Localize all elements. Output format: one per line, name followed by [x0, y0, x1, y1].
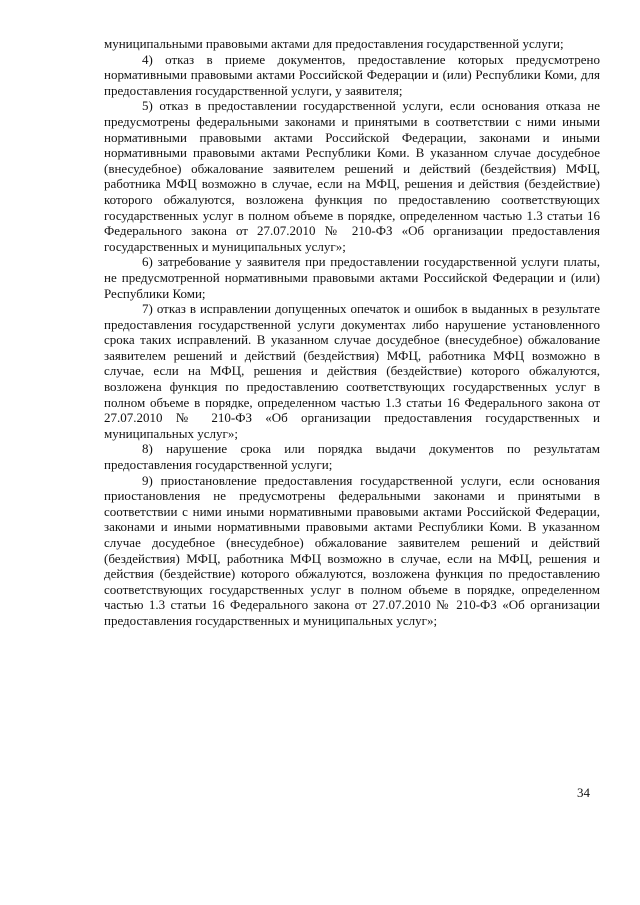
paragraph-item-4: 4) отказ в приеме документов, предоставление которых предусмотрено нормативными правовыми актами Российской Федерации и (или) Республики Коми, для предоставления государственной услуги, у заявителя;: [104, 51, 600, 98]
paragraph-item-5: 5) отказ в предоставлении государственной услуги, если основания отказа не предусмотрены федеральными законами и принятыми в соответствии с ними иными нормативными правовыми актами Российской Федерации, законами и иными нормативными правовыми актами Республики Коми. В указанном случае досудебное (внесудебное) обжалование заявителем решений и действий (бездействия) МФЦ, работника МФЦ возможно в случае, если на МФЦ, решения и действия (бездействие) которого обжалуются, возложена функция по предоставлению соответствующих государственных услуг в полном объеме в порядке, определенном частью 1.3 статьи 16 Федерального закона от 27.07.2010 № 210-ФЗ «Об организации предоставления государственных и муниципальных услуг»;: [104, 98, 600, 254]
page-number: 34: [577, 785, 590, 800]
document-body: [104, 36, 600, 629]
paragraph-item-8: 8) нарушение срока или порядка выдачи документов по результатам предоставления государственной услуги;: [104, 441, 600, 473]
paragraph-item-7: 7) отказ в исправлении допущенных опечаток и ошибок в выданных в результате предоставления государственной услуги документах либо нарушение установленного срока таких исправлений. В указанном случае досудебное (внесудебное) обжалование заявителем решений и действий (бездействия) МФЦ, работника МФЦ возможно в случае, если на МФЦ, решения и действия (бездействие) которого обжалуются, возложена функция по предоставлению соответствующих государственных услуг в полном объеме в порядке, определенном частью 1.3 статьи 16 Федерального закона от 27.07.2010 № 210-ФЗ «Об организации предоставления государственных и муниципальных услуг»;: [104, 301, 600, 441]
paragraph-continuation: муниципальными правовыми актами для предоставления государственной услуги;: [104, 36, 564, 51]
paragraph-item-6: 6) затребование у заявителя при предоставлении государственной услуги платы, не предусмотренной нормативными правовыми актами Российской Федерации и (или) Республики Коми;: [104, 254, 600, 301]
paragraph-item-9: 9) приостановление предоставления государственной услуги, если основания приостановления не предусмотрены федеральными законами и принятыми в соответствии с ними иными нормативными правовыми актами Российской Федерации, законами и иными нормативными правовыми актами Республики Коми. В указанном случае досудебное (внесудебное) обжалование заявителем решений и действий (бездействия) МФЦ, работника МФЦ возможно в случае, если на МФЦ, решения и действия (бездействие) которого обжалуются, возложена функция по предоставлению соответствующих государственных услуг в полном объеме в порядке, определенном частью 1.3 статьи 16 Федерального закона от 27.07.2010 № 210-ФЗ «Об организации предоставления государственных и муниципальных услуг»;: [104, 472, 600, 628]
